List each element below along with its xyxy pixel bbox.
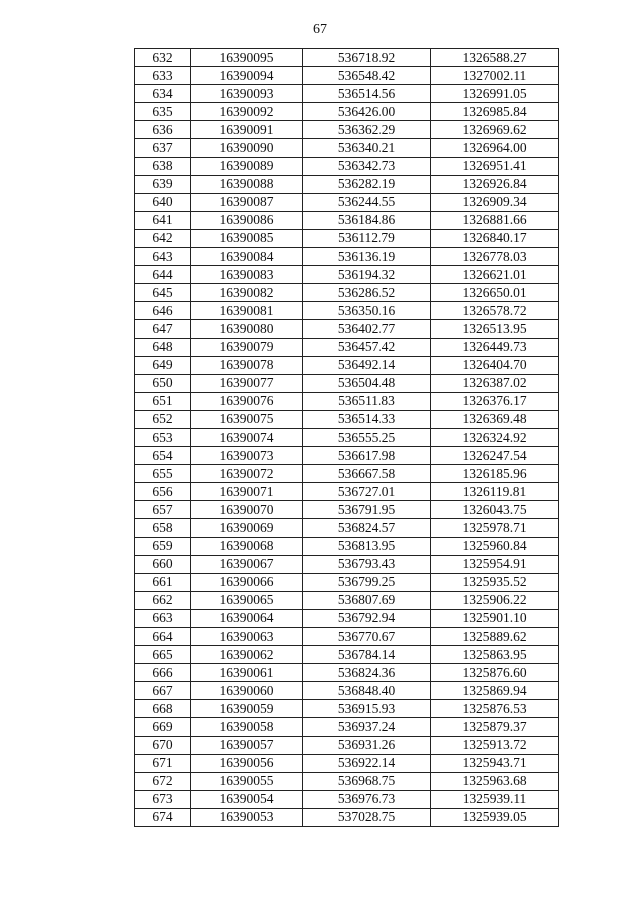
point-id-cell: 16390059 <box>191 700 303 718</box>
point-index-cell: 662 <box>135 591 191 609</box>
x-coordinate-cell: 536976.73 <box>303 790 431 808</box>
y-coordinate-cell: 1326247.54 <box>431 447 559 465</box>
x-coordinate-cell: 536548.42 <box>303 67 431 85</box>
y-coordinate-cell: 1326881.66 <box>431 211 559 229</box>
point-index-cell: 666 <box>135 664 191 682</box>
x-coordinate-cell: 536824.36 <box>303 664 431 682</box>
point-index-cell: 645 <box>135 284 191 302</box>
point-id-cell: 16390083 <box>191 266 303 284</box>
x-coordinate-cell: 536848.40 <box>303 682 431 700</box>
point-index-cell: 643 <box>135 248 191 266</box>
coordinates-table <box>134 48 559 827</box>
point-id-cell: 16390091 <box>191 121 303 139</box>
y-coordinate-cell: 1325879.37 <box>431 718 559 736</box>
x-coordinate-cell: 536555.25 <box>303 428 431 446</box>
point-id-cell: 16390071 <box>191 483 303 501</box>
y-coordinate-cell: 1325913.72 <box>431 736 559 754</box>
point-id-cell: 16390063 <box>191 628 303 646</box>
point-index-cell: 650 <box>135 374 191 392</box>
point-index-cell: 646 <box>135 302 191 320</box>
table-row <box>135 428 559 446</box>
y-coordinate-cell: 1325889.62 <box>431 628 559 646</box>
point-id-cell: 16390072 <box>191 465 303 483</box>
point-id-cell: 16390054 <box>191 790 303 808</box>
table-row <box>135 284 559 302</box>
y-coordinate-cell: 1326985.84 <box>431 103 559 121</box>
table-row <box>135 573 559 591</box>
point-index-cell: 665 <box>135 646 191 664</box>
point-index-cell: 667 <box>135 682 191 700</box>
table-row <box>135 501 559 519</box>
point-id-cell: 16390066 <box>191 573 303 591</box>
point-index-cell: 641 <box>135 211 191 229</box>
y-coordinate-cell: 1325863.95 <box>431 646 559 664</box>
point-id-cell: 16390056 <box>191 754 303 772</box>
y-coordinate-cell: 1326991.05 <box>431 85 559 103</box>
y-coordinate-cell: 1325960.84 <box>431 537 559 555</box>
point-index-cell: 640 <box>135 193 191 211</box>
table-row <box>135 772 559 790</box>
y-coordinate-cell: 1326185.96 <box>431 465 559 483</box>
x-coordinate-cell: 536922.14 <box>303 754 431 772</box>
x-coordinate-cell: 536286.52 <box>303 284 431 302</box>
point-id-cell: 16390074 <box>191 428 303 446</box>
point-index-cell: 638 <box>135 157 191 175</box>
point-index-cell: 633 <box>135 67 191 85</box>
y-coordinate-cell: 1326840.17 <box>431 229 559 247</box>
table-row <box>135 302 559 320</box>
table-row <box>135 682 559 700</box>
x-coordinate-cell: 536511.83 <box>303 392 431 410</box>
table-row <box>135 229 559 247</box>
point-index-cell: 659 <box>135 537 191 555</box>
table-row <box>135 157 559 175</box>
table-row <box>135 808 559 826</box>
y-coordinate-cell: 1326369.48 <box>431 410 559 428</box>
y-coordinate-cell: 1326578.72 <box>431 302 559 320</box>
y-coordinate-cell: 1326964.00 <box>431 139 559 157</box>
x-coordinate-cell: 536770.67 <box>303 628 431 646</box>
point-id-cell: 16390087 <box>191 193 303 211</box>
table-row <box>135 85 559 103</box>
x-coordinate-cell: 536136.19 <box>303 248 431 266</box>
table-row <box>135 410 559 428</box>
y-coordinate-cell: 1326043.75 <box>431 501 559 519</box>
table-row <box>135 465 559 483</box>
x-coordinate-cell: 536426.00 <box>303 103 431 121</box>
table-row <box>135 700 559 718</box>
x-coordinate-cell: 536968.75 <box>303 772 431 790</box>
y-coordinate-cell: 1326621.01 <box>431 266 559 284</box>
y-coordinate-cell: 1325963.68 <box>431 772 559 790</box>
y-coordinate-cell: 1325901.10 <box>431 609 559 627</box>
table-row <box>135 356 559 374</box>
y-coordinate-cell: 1326449.73 <box>431 338 559 356</box>
table-row <box>135 591 559 609</box>
y-coordinate-cell: 1326969.62 <box>431 121 559 139</box>
point-index-cell: 637 <box>135 139 191 157</box>
point-index-cell: 668 <box>135 700 191 718</box>
point-id-cell: 16390061 <box>191 664 303 682</box>
point-id-cell: 16390094 <box>191 67 303 85</box>
x-coordinate-cell: 536617.98 <box>303 447 431 465</box>
point-index-cell: 648 <box>135 338 191 356</box>
table-row <box>135 193 559 211</box>
table-row <box>135 447 559 465</box>
x-coordinate-cell: 536112.79 <box>303 229 431 247</box>
x-coordinate-cell: 536504.48 <box>303 374 431 392</box>
point-index-cell: 657 <box>135 501 191 519</box>
point-index-cell: 644 <box>135 266 191 284</box>
y-coordinate-cell: 1326324.92 <box>431 428 559 446</box>
y-coordinate-cell: 1326650.01 <box>431 284 559 302</box>
y-coordinate-cell: 1326778.03 <box>431 248 559 266</box>
point-id-cell: 16390070 <box>191 501 303 519</box>
point-id-cell: 16390062 <box>191 646 303 664</box>
y-coordinate-cell: 1327002.11 <box>431 67 559 85</box>
point-id-cell: 16390075 <box>191 410 303 428</box>
y-coordinate-cell: 1326513.95 <box>431 320 559 338</box>
point-index-cell: 632 <box>135 49 191 67</box>
table-row <box>135 790 559 808</box>
point-id-cell: 16390068 <box>191 537 303 555</box>
x-coordinate-cell: 536937.24 <box>303 718 431 736</box>
y-coordinate-cell: 1325939.11 <box>431 790 559 808</box>
x-coordinate-cell: 536799.25 <box>303 573 431 591</box>
x-coordinate-cell: 536492.14 <box>303 356 431 374</box>
y-coordinate-cell: 1325939.05 <box>431 808 559 826</box>
table-row <box>135 67 559 85</box>
y-coordinate-cell: 1325978.71 <box>431 519 559 537</box>
point-id-cell: 16390080 <box>191 320 303 338</box>
point-id-cell: 16390084 <box>191 248 303 266</box>
point-id-cell: 16390086 <box>191 211 303 229</box>
x-coordinate-cell: 536792.94 <box>303 609 431 627</box>
y-coordinate-cell: 1326376.17 <box>431 392 559 410</box>
y-coordinate-cell: 1325954.91 <box>431 555 559 573</box>
x-coordinate-cell: 536282.19 <box>303 175 431 193</box>
point-id-cell: 16390078 <box>191 356 303 374</box>
table-row <box>135 754 559 772</box>
table-row <box>135 175 559 193</box>
table-row <box>135 718 559 736</box>
point-index-cell: 636 <box>135 121 191 139</box>
point-id-cell: 16390067 <box>191 555 303 573</box>
point-id-cell: 16390079 <box>191 338 303 356</box>
x-coordinate-cell: 537028.75 <box>303 808 431 826</box>
x-coordinate-cell: 536362.29 <box>303 121 431 139</box>
point-id-cell: 16390088 <box>191 175 303 193</box>
point-id-cell: 16390076 <box>191 392 303 410</box>
x-coordinate-cell: 536184.86 <box>303 211 431 229</box>
y-coordinate-cell: 1326404.70 <box>431 356 559 374</box>
point-id-cell: 16390090 <box>191 139 303 157</box>
point-index-cell: 642 <box>135 229 191 247</box>
x-coordinate-cell: 536784.14 <box>303 646 431 664</box>
table-row <box>135 736 559 754</box>
point-id-cell: 16390073 <box>191 447 303 465</box>
x-coordinate-cell: 536824.57 <box>303 519 431 537</box>
x-coordinate-cell: 536813.95 <box>303 537 431 555</box>
coordinates-table-body <box>135 49 559 827</box>
point-index-cell: 655 <box>135 465 191 483</box>
table-row <box>135 338 559 356</box>
point-index-cell: 663 <box>135 609 191 627</box>
x-coordinate-cell: 536718.92 <box>303 49 431 67</box>
point-id-cell: 16390055 <box>191 772 303 790</box>
point-index-cell: 635 <box>135 103 191 121</box>
point-id-cell: 16390081 <box>191 302 303 320</box>
table-row <box>135 537 559 555</box>
point-id-cell: 16390092 <box>191 103 303 121</box>
x-coordinate-cell: 536350.16 <box>303 302 431 320</box>
table-row <box>135 320 559 338</box>
table-row <box>135 248 559 266</box>
point-index-cell: 672 <box>135 772 191 790</box>
x-coordinate-cell: 536727.01 <box>303 483 431 501</box>
table-row <box>135 103 559 121</box>
point-index-cell: 658 <box>135 519 191 537</box>
point-index-cell: 674 <box>135 808 191 826</box>
y-coordinate-cell: 1326926.84 <box>431 175 559 193</box>
y-coordinate-cell: 1325876.60 <box>431 664 559 682</box>
table-row <box>135 374 559 392</box>
point-index-cell: 651 <box>135 392 191 410</box>
table-row <box>135 266 559 284</box>
x-coordinate-cell: 536514.33 <box>303 410 431 428</box>
point-id-cell: 16390057 <box>191 736 303 754</box>
y-coordinate-cell: 1326909.34 <box>431 193 559 211</box>
point-index-cell: 670 <box>135 736 191 754</box>
point-index-cell: 673 <box>135 790 191 808</box>
y-coordinate-cell: 1325869.94 <box>431 682 559 700</box>
x-coordinate-cell: 536793.43 <box>303 555 431 573</box>
point-id-cell: 16390058 <box>191 718 303 736</box>
x-coordinate-cell: 536402.77 <box>303 320 431 338</box>
x-coordinate-cell: 536457.42 <box>303 338 431 356</box>
point-index-cell: 664 <box>135 628 191 646</box>
table-row <box>135 483 559 501</box>
y-coordinate-cell: 1326119.81 <box>431 483 559 501</box>
table-row <box>135 664 559 682</box>
y-coordinate-cell: 1325876.53 <box>431 700 559 718</box>
point-id-cell: 16390082 <box>191 284 303 302</box>
y-coordinate-cell: 1325935.52 <box>431 573 559 591</box>
table-row <box>135 609 559 627</box>
x-coordinate-cell: 536931.26 <box>303 736 431 754</box>
y-coordinate-cell: 1326588.27 <box>431 49 559 67</box>
point-index-cell: 647 <box>135 320 191 338</box>
x-coordinate-cell: 536342.73 <box>303 157 431 175</box>
x-coordinate-cell: 536807.69 <box>303 591 431 609</box>
page-number: 67 <box>313 22 327 37</box>
point-index-cell: 660 <box>135 555 191 573</box>
x-coordinate-cell: 536244.55 <box>303 193 431 211</box>
table-row <box>135 628 559 646</box>
x-coordinate-cell: 536340.21 <box>303 139 431 157</box>
y-coordinate-cell: 1325943.71 <box>431 754 559 772</box>
table-row <box>135 211 559 229</box>
point-id-cell: 16390077 <box>191 374 303 392</box>
point-index-cell: 649 <box>135 356 191 374</box>
table-row <box>135 519 559 537</box>
table-row <box>135 139 559 157</box>
y-coordinate-cell: 1325906.22 <box>431 591 559 609</box>
point-index-cell: 634 <box>135 85 191 103</box>
x-coordinate-cell: 536667.58 <box>303 465 431 483</box>
table-row <box>135 121 559 139</box>
point-index-cell: 652 <box>135 410 191 428</box>
table-row <box>135 555 559 573</box>
point-index-cell: 653 <box>135 428 191 446</box>
point-id-cell: 16390093 <box>191 85 303 103</box>
x-coordinate-cell: 536514.56 <box>303 85 431 103</box>
x-coordinate-cell: 536915.93 <box>303 700 431 718</box>
point-id-cell: 16390060 <box>191 682 303 700</box>
point-index-cell: 671 <box>135 754 191 772</box>
point-index-cell: 656 <box>135 483 191 501</box>
point-id-cell: 16390053 <box>191 808 303 826</box>
y-coordinate-cell: 1326387.02 <box>431 374 559 392</box>
point-id-cell: 16390095 <box>191 49 303 67</box>
point-index-cell: 639 <box>135 175 191 193</box>
point-id-cell: 16390085 <box>191 229 303 247</box>
point-id-cell: 16390069 <box>191 519 303 537</box>
table-row <box>135 49 559 67</box>
point-id-cell: 16390089 <box>191 157 303 175</box>
y-coordinate-cell: 1326951.41 <box>431 157 559 175</box>
point-index-cell: 661 <box>135 573 191 591</box>
point-index-cell: 654 <box>135 447 191 465</box>
point-id-cell: 16390064 <box>191 609 303 627</box>
point-id-cell: 16390065 <box>191 591 303 609</box>
table-row <box>135 646 559 664</box>
x-coordinate-cell: 536194.32 <box>303 266 431 284</box>
x-coordinate-cell: 536791.95 <box>303 501 431 519</box>
table-row <box>135 392 559 410</box>
point-index-cell: 669 <box>135 718 191 736</box>
